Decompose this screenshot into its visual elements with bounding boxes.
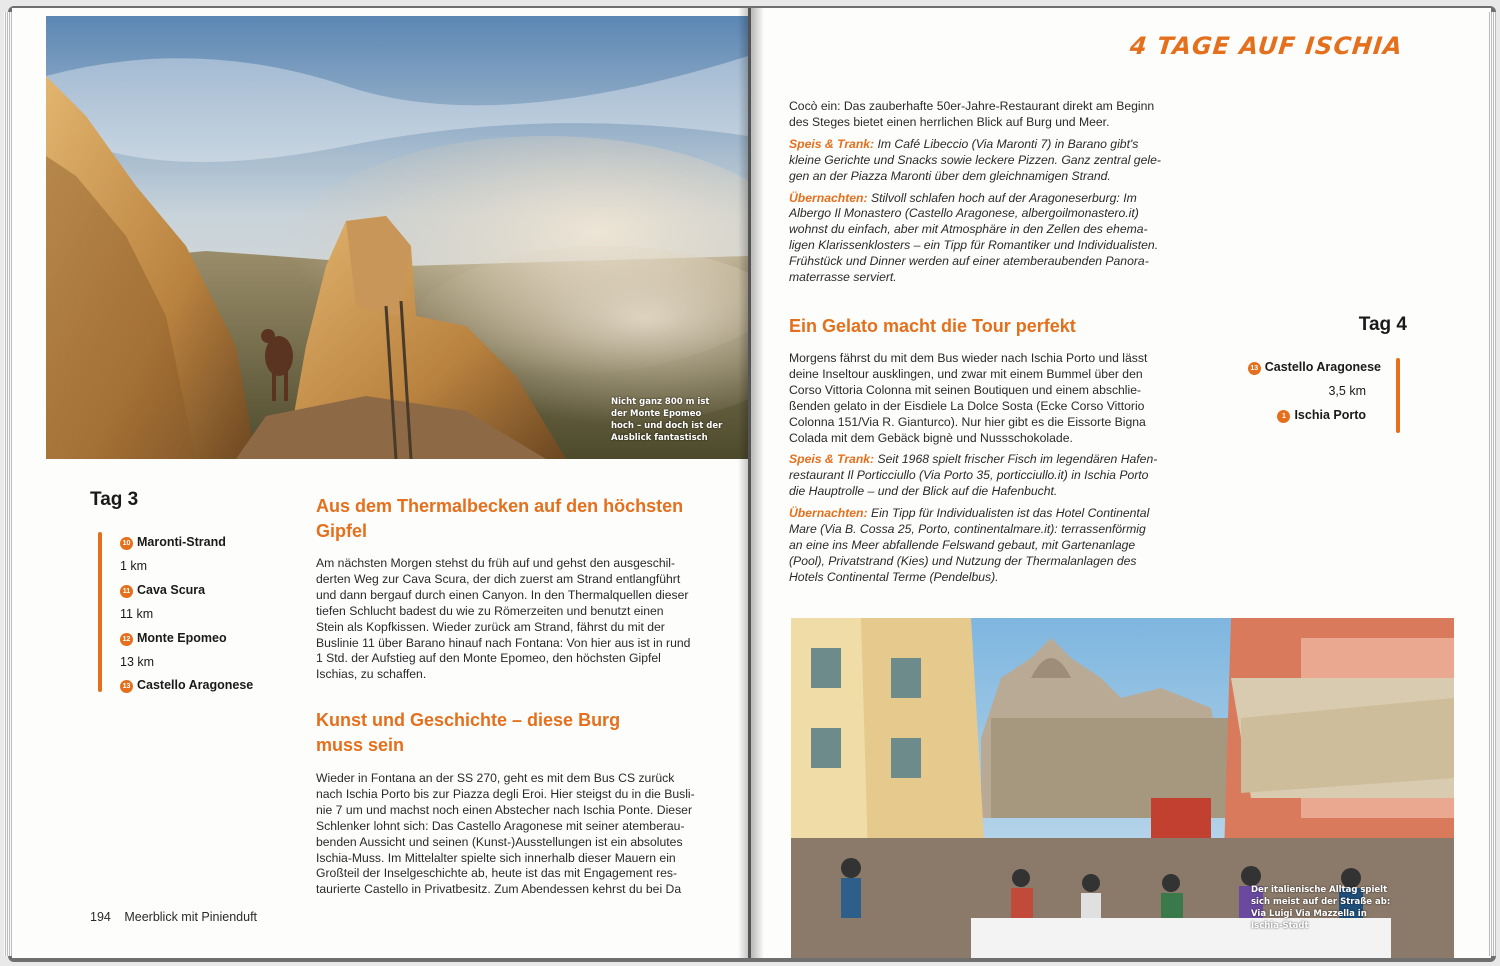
text-line: Im Café Libeccio (Via Maronti 7) in Barano gibt's xyxy=(874,136,1139,151)
heading-line: muss sein xyxy=(316,735,405,755)
text-line: Großteil der Inselgeschichte ab, heute ist das mit Engagement res- xyxy=(316,866,678,881)
text-line: Albergo Il Monastero (Castello Aragonese, albergoilmonastero.it) xyxy=(789,206,1139,221)
section2-text xyxy=(316,771,716,898)
route-distance: 13 km xyxy=(120,655,155,669)
route-stop xyxy=(120,678,253,693)
stop-number-badge: 11 xyxy=(120,585,133,598)
uebernachten-paragraph xyxy=(789,191,1189,286)
day4-title: Tag 4 xyxy=(1358,314,1407,335)
text-line: Corso Vittoria Colonna mit seinen Boutiquen und einem abschlie- xyxy=(789,382,1142,397)
chapter-title: 4 TAGE AUF ISCHIA xyxy=(1128,32,1405,60)
right-text-bottom xyxy=(789,351,1199,592)
right-page xyxy=(751,8,1491,958)
caption-line: Ischia-Stadt xyxy=(1251,921,1309,931)
uebernachten-label: Übernachten: xyxy=(789,190,868,205)
stop-name: Castello Aragonese xyxy=(1264,360,1381,374)
page-edge-right xyxy=(1488,12,1496,956)
caption-line: Nicht ganz 800 m ist xyxy=(611,397,710,407)
text-line: Mare (Via B. Cossa 25, Porto, continentalmare.it): terrassenförmig xyxy=(789,522,1146,537)
caption-line: Ausblick fantastisch xyxy=(611,433,708,443)
text-line: restaurant Il Porticciullo (Via Porto 35, porticciullo.it) in Ischia Porto xyxy=(789,468,1149,483)
section3-heading: Ein Gelato macht die Tour perfekt xyxy=(789,316,1076,336)
route-stop xyxy=(1277,408,1366,423)
route-stop xyxy=(120,583,205,598)
page-number: 194 xyxy=(90,910,111,924)
caption-line: hoch – und doch ist der xyxy=(611,421,723,431)
stop-name: Monte Epomeo xyxy=(137,631,227,645)
running-title: Meerblick mit Pinienduft xyxy=(124,910,258,924)
text-line: ßenden gelato in der Eisdiele La Dolce Sosta (Ecke Corso Vittorio xyxy=(789,398,1145,413)
stop-name: Castello Aragonese xyxy=(137,678,254,692)
text-line: die Hauptrolle – und der Blick auf die Hafenbucht. xyxy=(789,484,1058,499)
text-line: gen an der Piazza Maronti über dem gleichnamigen Strand. xyxy=(789,168,1111,183)
text-line: Morgens fährst du mit dem Bus wieder nach Ischia Porto und lässt xyxy=(789,351,1148,365)
heading-line: Gipfel xyxy=(316,521,368,541)
section3-paragraph xyxy=(789,351,1199,446)
text-line: Cocò ein: Das zauberhafte 50er-Jahre-Restaurant direkt am Beginn xyxy=(789,99,1155,113)
text-line: tiefen Schlucht badest du wie zu Römerzeiten und benutzt einen xyxy=(316,603,664,618)
speis-label: Speis & Trank: xyxy=(789,452,875,467)
uebernachten-label: Übernachten: xyxy=(789,506,868,521)
right-text-top xyxy=(789,99,1189,292)
caption-line: der Monte Epomeo xyxy=(611,409,702,419)
speis-label: Speis & Trank: xyxy=(789,136,875,151)
text-line: taurierte Castello in Privatbesitz. Zum Abendessen kehrst du bei Da xyxy=(316,882,682,897)
text-line: (Pool), Privatstrand (Kies) und Nutzung der Thermalanlagen des xyxy=(789,553,1137,568)
text-line: Hotels Continental Terme (Pendelbus). xyxy=(789,569,999,584)
text-line: Ischias, zu schaffen. xyxy=(316,667,427,682)
text-line: Ischia-Muss. Im Mittelalter spielte sich innerhalb dieser Mauern ein xyxy=(316,850,676,865)
route-stop xyxy=(1248,360,1381,375)
route-distance: 3,5 km xyxy=(1328,384,1366,398)
page-footer xyxy=(90,910,257,924)
text-line: wohnst du einfach, aber mit Atmosphäre in den Zellen des ehema- xyxy=(789,222,1148,237)
text-line: deine Inseltour ausklingen, und zwar mit einem Bummel über den xyxy=(789,366,1143,381)
text-line: Schlenker lohnt sich: Das Castello Aragonese mit seiner atemberau- xyxy=(316,818,685,833)
text-line: Ein Tipp für Individualisten ist das Hotel Continental xyxy=(867,506,1150,521)
day3-title: Tag 3 xyxy=(90,489,139,510)
stop-name: Maronti-Strand xyxy=(137,535,226,549)
text-line: benden Aussicht und seinen (Kunst-)Ausstellungen ist ein absolutes xyxy=(316,834,683,849)
intro-paragraph xyxy=(789,99,1189,131)
stop-number-badge: 12 xyxy=(120,633,133,646)
text-line: Colada mit dem Gebäck bignè und Nussschokolade. xyxy=(789,430,1073,445)
text-line: kleine Gerichte und Snacks sowie leckere Pizzen. Ganz zentral gele- xyxy=(789,152,1161,167)
text-line: Stilvoll schlafen hoch auf der Aragoneserburg: Im xyxy=(867,190,1137,205)
route-stop xyxy=(120,631,227,646)
caption-line: Der italienische Alltag spielt xyxy=(1251,885,1388,895)
speis-paragraph xyxy=(789,137,1189,185)
caption-line: Via Luigi Via Mazzella in xyxy=(1251,909,1367,919)
speis-paragraph xyxy=(789,452,1199,500)
heading-line: Aus dem Thermalbecken auf den höchsten xyxy=(316,496,684,516)
section2-heading xyxy=(316,708,620,758)
uebernachten-paragraph xyxy=(789,506,1199,586)
stop-name: Ischia Porto xyxy=(1294,408,1366,422)
text-line: des Steges bietet einen herrlichen Blick auf Burg und Meer. xyxy=(789,114,1110,129)
caption-line: sich meist auf der Straße ab: xyxy=(1251,897,1391,907)
text-line: und dann bergauf durch einen Canyon. In den Thermalquellen dieser xyxy=(316,587,689,602)
text-line: an eine ins Meer abfallende Felswand gebaut, mit Gartenanlage xyxy=(789,537,1136,552)
text-line: Wieder in Fontana an der SS 270, geht es mit dem Bus CS zurück xyxy=(316,771,675,785)
text-line: Buslinie 11 über Barano hinauf nach Fontana: Von hier aus ist in rund xyxy=(316,635,691,650)
route-bar xyxy=(1396,358,1400,433)
section1-heading xyxy=(316,494,683,544)
text-line: Am nächsten Morgen stehst du früh auf und gehst den ausgeschil- xyxy=(316,556,676,570)
text-line: nie 7 um und machst noch einen Abstecher nach Ischia Ponte. Dieser xyxy=(316,802,693,817)
text-line: derten Weg zur Cava Scura, der dich zuerst am Strand entlangführt xyxy=(316,571,681,586)
street-photo xyxy=(791,618,1454,958)
text-line: ligen Klarissenklosters – ein Tipp für Romantiker und Individualisten. xyxy=(789,238,1159,253)
section1-text xyxy=(316,556,716,683)
text-line: nach Ischia Porto bis zur Piazza degli Eroi. Hier steigst du in die Busli- xyxy=(316,786,695,801)
page-edge-left xyxy=(4,12,12,956)
heading-line: Kunst und Geschichte – diese Burg xyxy=(316,710,621,730)
stop-number-badge: 1 xyxy=(1277,410,1290,423)
route-bar xyxy=(98,532,102,692)
stop-name: Cava Scura xyxy=(137,583,206,597)
text-line: Colonna 151/Via R. Gianturco). Nur hier gibt es die Eissorte Bigna xyxy=(789,414,1146,429)
text-line: materrasse serviert. xyxy=(789,270,897,285)
stop-number-badge: 13 xyxy=(1248,362,1261,375)
route-stop xyxy=(120,535,226,550)
text-line: Seit 1968 spielt frischer Fisch im legendären Hafen- xyxy=(874,452,1158,467)
route-distance: 1 km xyxy=(120,559,148,573)
text-line: 1 Std. der Aufstieg auf den Monte Epomeo, den höchsten Gipfel xyxy=(316,651,661,666)
mountain-photo xyxy=(46,16,748,459)
left-page xyxy=(12,8,748,958)
photo-caption xyxy=(1251,884,1390,932)
photo-caption xyxy=(611,396,722,444)
route-distance: 11 km xyxy=(120,607,154,621)
stop-number-badge: 13 xyxy=(120,680,133,693)
text-line: Stein als Kopfkissen. Wieder zurück am Strand, fährst du mit der xyxy=(316,619,665,634)
text-line: Frühstück und Dinner werden auf einer atemberaubenden Panora- xyxy=(789,254,1149,269)
stop-number-badge: 10 xyxy=(120,537,133,550)
